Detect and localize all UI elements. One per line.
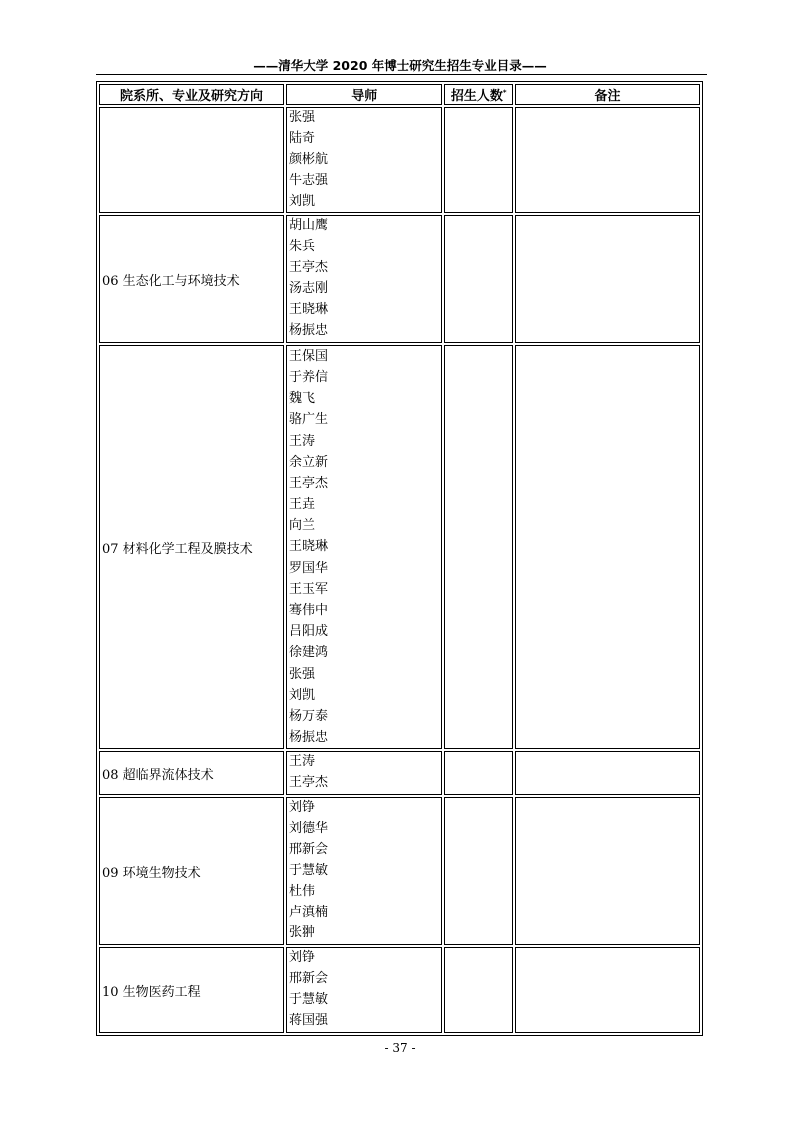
supervisor-name: 邢新会	[289, 841, 329, 857]
page-number: - 37 -	[384, 1041, 416, 1055]
supervisor-name: 于慧敏	[289, 992, 329, 1008]
supervisor-name: 邢新会	[289, 971, 329, 987]
supervisor-name: 于慧敏	[289, 862, 329, 878]
supervisor-name: 刘德华	[289, 821, 329, 837]
page-header: ——清华大学 2020 年博士研究生招生专业目录——	[253, 58, 547, 73]
supervisor-name: 刘铮	[289, 950, 316, 966]
notes-cell	[515, 751, 700, 795]
supervisor-name: 于养信	[289, 369, 329, 385]
supervisor-name: 向兰	[289, 518, 316, 534]
table-row	[99, 947, 700, 1033]
supervisor-name: 颜彬航	[289, 151, 329, 167]
supervisor-name: 罗国华	[289, 560, 329, 576]
supervisor-cell	[286, 345, 442, 750]
quota-cell	[444, 345, 512, 750]
quota-footnote-mark: *	[502, 88, 507, 97]
notes-cell	[515, 947, 700, 1033]
direction-cell: 09 环境生物技术	[99, 797, 284, 945]
supervisor-cell	[286, 751, 442, 795]
notes-cell	[515, 215, 700, 342]
column-header-notes: 备注	[515, 84, 700, 105]
supervisor-name: 王亭杰	[289, 475, 329, 491]
notes-cell	[515, 107, 700, 213]
supervisor-name: 王亭杰	[289, 260, 329, 276]
table-row	[99, 345, 700, 750]
quota-cell	[444, 947, 512, 1033]
table-row	[99, 107, 700, 213]
quota-cell	[444, 797, 512, 945]
table-row	[99, 751, 700, 795]
supervisor-name: 魏飞	[289, 391, 316, 407]
supervisor-name: 王涛	[289, 754, 316, 770]
notes-cell	[515, 345, 700, 750]
supervisor-name: 王亭杰	[289, 775, 329, 791]
supervisor-name: 王玉军	[289, 581, 329, 597]
supervisor-name: 杨振忠	[289, 322, 329, 338]
supervisor-name: 汤志刚	[289, 281, 329, 297]
supervisor-name: 王涛	[289, 433, 316, 449]
supervisor-name: 王保国	[289, 348, 329, 364]
supervisor-name: 牛志强	[289, 172, 329, 188]
supervisor-cell	[286, 797, 442, 945]
supervisor-cell	[286, 947, 442, 1033]
supervisor-name: 张强	[289, 666, 316, 682]
supervisor-name: 刘凯	[289, 687, 316, 703]
supervisor-name: 刘凯	[289, 193, 316, 209]
supervisor-name: 骞伟中	[289, 603, 329, 619]
supervisor-name: 王晓琳	[289, 302, 329, 318]
column-header-supervisor: 导师	[286, 84, 442, 105]
supervisor-name: 余立新	[289, 454, 329, 470]
supervisor-name: 张翀	[289, 925, 316, 941]
supervisor-name: 张强	[289, 110, 316, 125]
direction-cell: 06 生态化工与环境技术	[99, 215, 284, 342]
direction-cell: 08 超临界流体技术	[99, 751, 284, 795]
quota-cell	[444, 107, 512, 213]
supervisor-name: 蒋国强	[289, 1013, 329, 1029]
header-rule	[96, 74, 707, 75]
direction-cell: 07 材料化学工程及膜技术	[99, 345, 284, 750]
supervisor-name: 胡山鹰	[289, 218, 329, 234]
table-row	[99, 215, 700, 342]
quota-cell	[444, 751, 512, 795]
table-header-row	[99, 84, 700, 105]
column-header-direction: 院系所、专业及研究方向	[99, 84, 284, 105]
supervisor-name: 朱兵	[289, 239, 316, 255]
quota-label: 招生人数	[450, 89, 503, 104]
supervisor-name: 陆奇	[289, 130, 316, 146]
table-row	[99, 797, 700, 945]
supervisor-cell	[286, 107, 442, 213]
supervisor-name: 骆广生	[289, 412, 329, 428]
supervisor-name: 卢滇楠	[289, 904, 329, 920]
direction-cell	[99, 107, 284, 213]
supervisor-cell	[286, 215, 442, 342]
column-header-quota	[444, 84, 512, 105]
catalog-table	[96, 81, 703, 1036]
supervisor-name: 徐建鸿	[289, 645, 329, 661]
direction-cell: 10 生物医药工程	[99, 947, 284, 1033]
notes-cell	[515, 797, 700, 945]
supervisor-name: 吕阳成	[289, 624, 329, 640]
supervisor-name: 杨万泰	[289, 708, 329, 724]
supervisor-name: 王垚	[289, 497, 316, 513]
quota-cell	[444, 215, 512, 342]
supervisor-name: 刘铮	[289, 800, 316, 816]
supervisor-name: 杜伟	[289, 883, 316, 899]
supervisor-name: 王晓琳	[289, 539, 329, 555]
supervisor-name: 杨振忠	[289, 730, 329, 746]
